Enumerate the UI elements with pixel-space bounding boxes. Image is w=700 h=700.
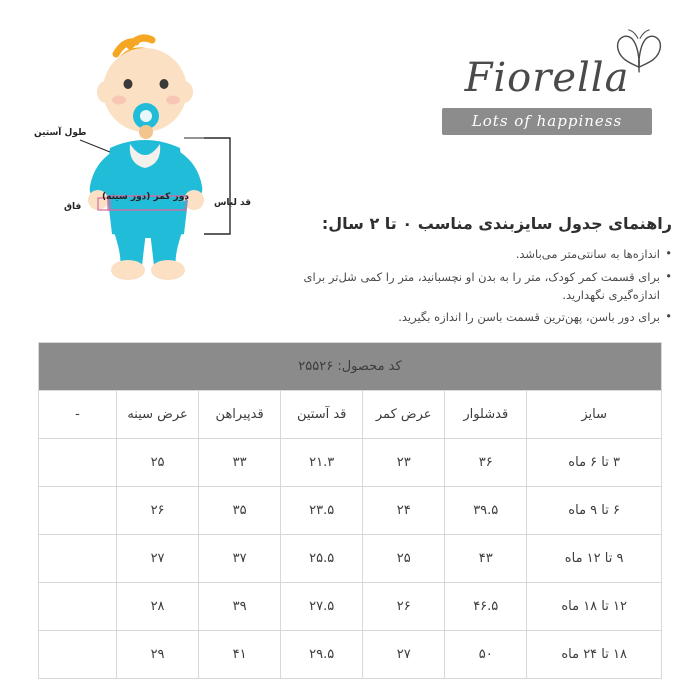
cell-pants-length: ۴۶.۵ — [445, 583, 527, 631]
cell-size: ۶ تا ۹ ماه — [527, 487, 662, 535]
header-area — [0, 0, 700, 342]
cell-shirt-length: ۳۵ — [199, 487, 281, 535]
cell-pants-length: ۴۳ — [445, 535, 527, 583]
size-guide-title: راهنمای جدول سایزبندی مناسب ۰ تا ۲ سال: — [321, 214, 672, 233]
cell-shirt-length: ۳۳ — [199, 439, 281, 487]
cell-waist-width: ۲۵ — [363, 535, 445, 583]
table-row — [39, 583, 662, 631]
cell-pants-length: ۳۶ — [445, 439, 527, 487]
size-guide-bullet: • برای قسمت کمر کودک، متر را به بدن او نچسبانید، متر را کمی شل‌تر برای اندازه‌گیری نگهدارید. — [284, 269, 672, 305]
cell-extra — [39, 439, 117, 487]
butterfly-icon — [612, 28, 666, 76]
size-guide-bullets — [284, 246, 672, 327]
callout-garment-length: قد لباس — [214, 198, 252, 208]
cell-chest-width: ۲۹ — [117, 631, 199, 679]
brand-logo — [422, 30, 672, 135]
product-code-value: ۲۵۵۲۶ — [298, 359, 334, 374]
cell-sleeve-length: ۲۹.۵ — [281, 631, 363, 679]
cell-size: ۱۸ تا ۲۴ ماه — [527, 631, 662, 679]
header-shirt-length: قدپیراهن — [199, 391, 281, 439]
cell-waist-width: ۲۴ — [363, 487, 445, 535]
cell-size: ۱۲ تا ۱۸ ماه — [527, 583, 662, 631]
cell-chest-width: ۲۸ — [117, 583, 199, 631]
cell-sleeve-length: ۲۵.۵ — [281, 535, 363, 583]
size-table-container — [38, 342, 662, 679]
cell-sleeve-length: ۲۱.۳ — [281, 439, 363, 487]
brand-tagline: Lots of happiness — [442, 108, 652, 135]
size-guide-bullet: • اندازه‌ها به سانتی‌متر می‌باشد. — [284, 246, 672, 264]
cell-sleeve-length: ۲۳.۵ — [281, 487, 363, 535]
callout-chest-circumference: دور کمر (دور سینه) — [102, 192, 189, 202]
table-row — [39, 535, 662, 583]
product-code-row — [39, 343, 662, 391]
cell-size: ۹ تا ۱۲ ماه — [527, 535, 662, 583]
cell-chest-width: ۲۶ — [117, 487, 199, 535]
cell-sleeve-length: ۲۷.۵ — [281, 583, 363, 631]
size-guide-bullet: • برای دور باسن، پهن‌ترین قسمت باسن را اندازه بگیرید. — [284, 309, 672, 327]
callout-sleeve-length: طول آستین — [34, 128, 87, 138]
size-guide — [284, 212, 672, 332]
cell-waist-width: ۲۷ — [363, 631, 445, 679]
header-chest-width: عرض سینه — [117, 391, 199, 439]
size-table — [38, 342, 662, 679]
baby-figure-svg — [18, 20, 268, 280]
brand-name: Fiorella — [464, 55, 630, 101]
cell-chest-width: ۲۷ — [117, 535, 199, 583]
header-sleeve-length: قد آستین — [281, 391, 363, 439]
product-code-cell — [39, 343, 662, 391]
cell-waist-width: ۲۶ — [363, 583, 445, 631]
header-extra: - — [39, 391, 117, 439]
table-row — [39, 487, 662, 535]
cell-size: ۳ تا ۶ ماه — [527, 439, 662, 487]
header-size: سایز — [527, 391, 662, 439]
cell-shirt-length: ۴۱ — [199, 631, 281, 679]
cell-extra — [39, 487, 117, 535]
cell-shirt-length: ۳۹ — [199, 583, 281, 631]
cell-extra — [39, 583, 117, 631]
cell-pants-length: ۵۰ — [445, 631, 527, 679]
cell-chest-width: ۲۵ — [117, 439, 199, 487]
product-code-label: کد محصول: — [337, 359, 402, 374]
cell-shirt-length: ۳۷ — [199, 535, 281, 583]
baby-illustration — [18, 20, 268, 280]
cell-extra — [39, 535, 117, 583]
cell-waist-width: ۲۳ — [363, 439, 445, 487]
table-row — [39, 439, 662, 487]
table-row — [39, 631, 662, 679]
header-pants-length: قدشلوار — [445, 391, 527, 439]
callout-crotch: فاق — [64, 202, 82, 212]
table-header-row — [39, 391, 662, 439]
cell-pants-length: ۳۹.۵ — [445, 487, 527, 535]
cell-extra — [39, 631, 117, 679]
header-waist-width: عرض کمر — [363, 391, 445, 439]
